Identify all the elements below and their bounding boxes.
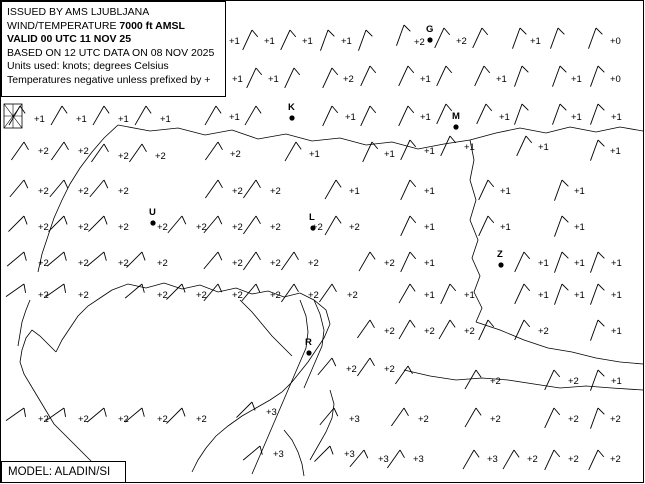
temperature-label: +1 <box>530 36 541 47</box>
temperature-label: +2 <box>270 222 281 233</box>
temperature-label: +2 <box>157 258 168 269</box>
temperature-label: +2 <box>118 258 129 269</box>
temperature-label: +2 <box>346 364 357 375</box>
temperature-label: +3 <box>349 414 360 425</box>
station-dot-r <box>306 350 311 355</box>
temperature-label: +1 <box>420 112 431 123</box>
temperature-label: +1 <box>34 114 45 125</box>
temperature-label: +2 <box>490 414 501 425</box>
header-product <box>7 20 220 34</box>
temperature-label: +1 <box>424 222 435 233</box>
temperature-label: +2 <box>418 414 429 425</box>
temperature-label: +1 <box>574 186 585 197</box>
temperature-label: +2 <box>424 326 435 337</box>
temperature-label: +1 <box>424 186 435 197</box>
temperature-label: +1 <box>499 112 510 123</box>
chart-header-box <box>1 1 226 97</box>
station-label-r: R <box>305 337 312 348</box>
temperature-label: +2 <box>118 414 129 425</box>
temperature-label: +1 <box>571 74 582 85</box>
temperature-label: +1 <box>611 290 622 301</box>
temperature-label: +1 <box>160 114 171 125</box>
station-label-z: Z <box>497 249 503 260</box>
temperature-label: +2 <box>414 37 425 48</box>
temperature-label: +1 <box>268 74 279 85</box>
temperature-label: +3 <box>266 407 277 418</box>
temperature-label: +2 <box>538 326 549 337</box>
temperature-label: +2 <box>270 186 281 197</box>
header-issuer: ISSUED BY AMS LJUBLJANA <box>7 6 150 18</box>
temperature-label: +2 <box>312 222 323 233</box>
temperature-label: +2 <box>456 36 467 47</box>
temperature-label: +1 <box>611 258 622 269</box>
temperature-label: +0 <box>610 36 621 47</box>
temperature-label: +2 <box>232 186 243 197</box>
temperature-label: +2 <box>270 290 281 301</box>
temperature-label: +1 <box>574 290 585 301</box>
temperature-label: +1 <box>611 326 622 337</box>
temperature-label: +2 <box>38 414 49 425</box>
temperature-label: +2 <box>157 222 168 233</box>
station-dot-z <box>498 262 503 267</box>
temperature-label: +1 <box>229 112 240 123</box>
temperature-label: +2 <box>78 222 89 233</box>
temperature-label: +2 <box>118 151 129 162</box>
temperature-label: +3 <box>273 449 284 460</box>
temperature-label: +1 <box>538 142 549 153</box>
temperature-label: +2 <box>568 376 579 387</box>
model-box <box>1 461 126 483</box>
temperature-label: +2 <box>347 290 358 301</box>
temperature-label: +2 <box>78 186 89 197</box>
temperature-label: +1 <box>309 149 320 160</box>
temperature-label: +1 <box>496 74 507 85</box>
temperature-label: +3 <box>378 454 389 465</box>
station-dot-k <box>289 115 294 120</box>
station-dot-u <box>150 220 155 225</box>
temperature-label: +2 <box>349 222 360 233</box>
temperature-label: +2 <box>118 186 129 197</box>
temperature-label: +2 <box>118 222 129 233</box>
temperature-label: +2 <box>38 290 49 301</box>
temperature-label: +2 <box>155 151 166 162</box>
temperature-label: +3 <box>487 454 498 465</box>
temperature-label: +2 <box>230 149 241 160</box>
temperature-label: +1 <box>500 186 511 197</box>
temperature-label: +2 <box>196 414 207 425</box>
temperature-label: +1 <box>610 146 621 157</box>
temperature-label: +1 <box>345 112 356 123</box>
temperature-label: +2 <box>38 146 49 157</box>
temperature-label: +1 <box>538 258 549 269</box>
temperature-label: +2 <box>384 364 395 375</box>
station-label-k: K <box>288 102 295 113</box>
temperature-label: +2 <box>232 290 243 301</box>
temperature-label: +1 <box>118 114 129 125</box>
temperature-label: +0 <box>610 74 621 85</box>
temperature-label: +1 <box>538 290 549 301</box>
temperature-label: +1 <box>500 222 511 233</box>
temperature-label: +1 <box>611 112 622 123</box>
model-label: MODEL: ALADIN/SI <box>8 466 111 478</box>
temperature-label: +2 <box>38 258 49 269</box>
temperature-label: +2 <box>78 290 89 301</box>
temperature-label: +1 <box>384 149 395 160</box>
temperature-label: +2 <box>196 222 207 233</box>
temperature-label: +2 <box>157 290 168 301</box>
temperature-label: +1 <box>571 112 582 123</box>
temperature-label: +2 <box>308 290 319 301</box>
temperature-label: +3 <box>413 454 424 465</box>
temperature-label: +2 <box>196 290 207 301</box>
header-product-level: 7000 ft AMSL <box>119 19 185 32</box>
temperature-label: +2 <box>610 454 621 465</box>
temperature-label: +1 <box>302 36 313 47</box>
temperature-label: +3 <box>344 449 355 460</box>
temperature-label: +2 <box>38 222 49 233</box>
temperature-label: +2 <box>157 414 168 425</box>
temperature-label: +2 <box>38 186 49 197</box>
station-dot-g <box>427 37 432 42</box>
temperature-label: +1 <box>464 142 475 153</box>
temperature-label: +1 <box>611 376 622 387</box>
temperature-label: +1 <box>229 36 240 47</box>
temperature-label: +2 <box>78 258 89 269</box>
temperature-label: +2 <box>568 454 579 465</box>
temperature-label: +1 <box>574 258 585 269</box>
temperature-label: +1 <box>424 290 435 301</box>
temperature-label: +1 <box>341 36 352 47</box>
station-label-m: M <box>452 111 460 122</box>
header-basedon: BASED ON 12 UTC DATA ON 08 NOV 2025 <box>7 46 215 59</box>
header-units: Units used: knots; degrees Celsius <box>7 60 169 72</box>
temperature-label: +1 <box>464 290 475 301</box>
station-label-g: G <box>426 24 434 35</box>
temperature-label: +2 <box>78 414 89 425</box>
temperature-label: +1 <box>76 114 87 125</box>
header-valid: VALID 00 UTC 11 NOV 25 <box>7 33 132 45</box>
temperature-label: +2 <box>384 258 395 269</box>
temperature-label: +1 <box>264 36 275 47</box>
temperature-label: +2 <box>308 258 319 269</box>
header-tempnote: Temperatures negative unless prefixed by + <box>7 73 211 86</box>
temperature-label: +1 <box>574 222 585 233</box>
temperature-label: +1 <box>349 186 360 197</box>
station-label-u: U <box>149 207 156 218</box>
temperature-label: +2 <box>464 326 475 337</box>
temperature-label: +2 <box>610 414 621 425</box>
temperature-label: +1 <box>424 146 435 157</box>
temperature-label: +2 <box>343 74 354 85</box>
header-product-label: WIND/TEMPERATURE <box>7 19 120 32</box>
temperature-label: +2 <box>568 414 579 425</box>
station-label-l: L <box>309 212 315 223</box>
temperature-label: +2 <box>490 376 501 387</box>
temperature-label: +1 <box>420 74 431 85</box>
temperature-label: +2 <box>527 454 538 465</box>
temperature-label: +2 <box>232 222 243 233</box>
temperature-label: +2 <box>384 326 395 337</box>
temperature-label: +2 <box>270 258 281 269</box>
temperature-label: +2 <box>232 258 243 269</box>
temperature-label: +1 <box>232 74 243 85</box>
temperature-label: +1 <box>424 258 435 269</box>
temperature-label: +2 <box>78 146 89 157</box>
station-dot-m <box>453 124 458 129</box>
